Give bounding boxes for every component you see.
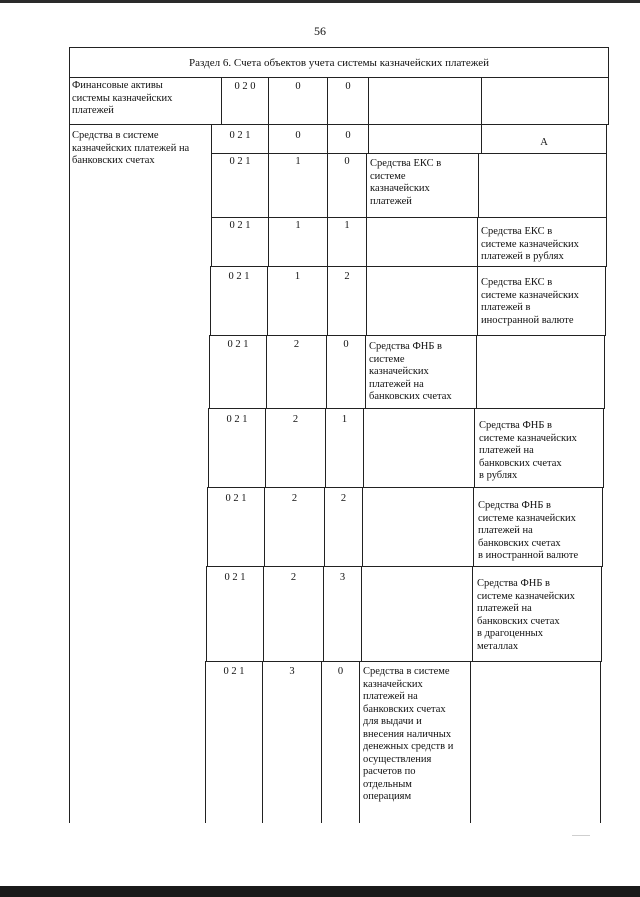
account-digit-2: 0	[345, 130, 351, 141]
account-digit-1: 2	[290, 572, 297, 583]
group-description: Средства в системе казначейских платежей на банковских счетах для выдачи и внесения наличных денежных средств и осуществления расчетов по отдельным операциям	[363, 666, 454, 802]
account-code: 0 2 1	[224, 572, 246, 583]
account-code: 0 2 1	[229, 156, 251, 167]
account-code: 0 2 0	[234, 81, 256, 92]
account-code: 0 2 1	[226, 414, 248, 425]
detail-description: Средства ФНБ в системе казначейских платежей на банковских счетах в драгоценных металлах	[477, 578, 575, 652]
scan-bottom-edge	[0, 886, 640, 897]
detail-description: Средства ФНБ в системе казначейских платежей на банковских счетах в иностранной валюте	[478, 500, 579, 561]
group-description: Средства ЕКС в системе казначейских платежей	[370, 158, 442, 207]
account-digit-1: 2	[292, 414, 299, 425]
detail-description: Средства ЕКС в системе казначейских платежей в рублях	[481, 226, 579, 262]
account-digit-2: 2	[340, 493, 347, 504]
account-digit-2: 0	[345, 81, 351, 92]
account-digit-1: 2	[293, 339, 300, 350]
account-digit-2: 1	[344, 220, 350, 231]
account-digit-2: 0	[337, 666, 344, 677]
account-code: 0 2 1	[229, 130, 251, 141]
account-digit-1: 0	[295, 81, 301, 92]
account-digit-1: 0	[295, 130, 301, 141]
account-digit-2: 2	[344, 271, 350, 282]
account-code: 0 2 1	[227, 339, 249, 350]
detail-description: Средства ФНБ в системе казначейских платежей на банковских счетах в рублях	[479, 420, 577, 481]
scan-speck	[572, 835, 590, 836]
group-description: Средства ФНБ в системе казначейских платежей на банковских счетах	[369, 341, 452, 402]
account-digit-2: 3	[339, 572, 346, 583]
account-code: 0 2 1	[223, 666, 245, 677]
account-code: 0 2 1	[229, 220, 251, 231]
account-name: Финансовые активы системы казначейских платежей	[72, 80, 173, 116]
account-name: Средства в системе казначейских платежей на банковских счетах	[72, 130, 190, 166]
detail-description: Средства ЕКС в системе казначейских платежей в иностранной валюте	[481, 277, 579, 326]
account-digit-1: 1	[294, 271, 301, 282]
account-code: 0 2 1	[225, 493, 247, 504]
section-title: Раздел 6. Счета объектов учета системы казначейских платежей	[189, 57, 489, 69]
account-digit-1: 1	[295, 156, 301, 167]
detail-description: А	[540, 137, 548, 148]
account-code: 0 2 1	[228, 271, 250, 282]
scan-top-edge	[0, 0, 640, 3]
account-digit-1: 1	[295, 220, 301, 231]
page-number: 56	[314, 24, 326, 38]
account-digit-1: 3	[289, 666, 295, 677]
account-digit-1: 2	[291, 493, 298, 504]
account-digit-2: 0	[344, 156, 350, 167]
account-digit-2: 0	[343, 339, 349, 350]
account-digit-2: 1	[341, 414, 348, 425]
